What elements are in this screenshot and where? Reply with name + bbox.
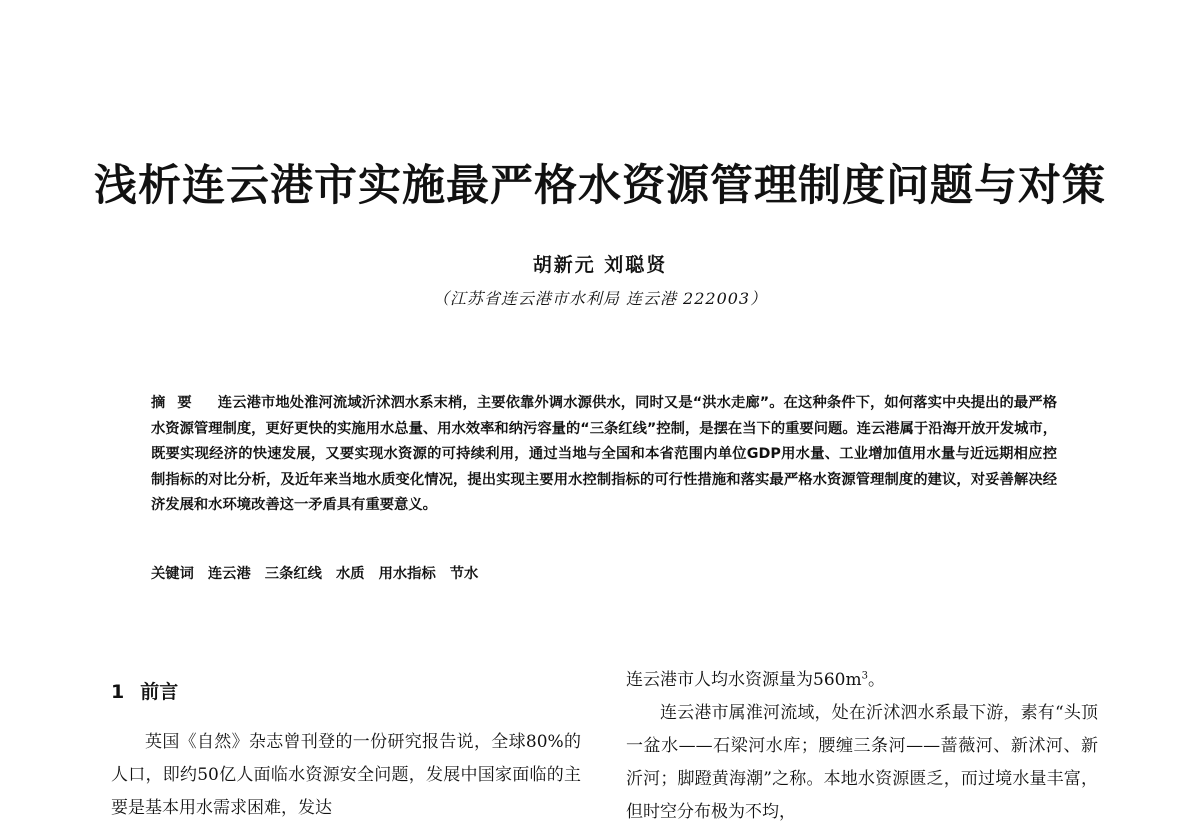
superscript: 3 — [861, 670, 868, 682]
section-title: 前言 — [140, 681, 179, 703]
abstract — [151, 391, 1057, 519]
right-column — [626, 664, 1098, 829]
body-paragraph: 英国《自然》杂志曾刊登的一份研究报告说，全球80%的人口，即约50亿人面临水资源安全问题，发展中国家面临的主要是基本用水需求困难，发达 — [111, 732, 581, 818]
paper-title: 浅析连云港市实施最严格水资源管理制度问题与对策 — [94, 161, 1106, 211]
abstract-label: 摘要 — [151, 395, 204, 411]
section-heading-introduction — [111, 680, 581, 704]
body-text-fragment: 。 — [867, 670, 885, 690]
keyword: 用水指标 — [378, 566, 436, 582]
body-text-fragment: 连云港市人均水资源量为560m — [626, 670, 862, 690]
keywords — [151, 562, 1057, 586]
keywords-label: 关键词 — [151, 566, 194, 582]
body-line — [626, 664, 1098, 697]
author-list: 胡新元 刘聪贤 — [532, 254, 668, 276]
abstract-text: 连云港市地处淮河流域沂沭泗水系末梢，主要依靠外调水源供水，同时又是“洪水走廊”。在这种条件下，如何落实中央提出的最严格水资源管理制度，更好更快的实施用水总量、用水效率和纳污容量的“三条红线”控制，是摆在当下的重要问题。连云港属于沿海开放开发城市，既要实现经济的快速发展，又要实现水资源的可持续利用，通过当地与全国和本省范围内单位GDP用水量、工业增加值用水量与近远期相应控制指标的对比分析，及近年来当地水质变化情况，提出实现主要用水控制指标的可行性措施和落实最严格水资源管理制度的建议，对妥善解决经济发展和水环境改善这一矛盾具有重要意义。 — [151, 395, 1058, 514]
section-number: 1 — [111, 681, 125, 703]
author-affiliation: （江苏省连云港市水利局 连云港 222003） — [432, 289, 768, 308]
keyword: 三条红线 — [264, 566, 322, 582]
keyword: 水质 — [335, 566, 365, 582]
left-column — [111, 680, 581, 825]
body-paragraph: 连云港市属淮河流域，处在沂沭泗水系最下游，素有“头顶一盆水——石梁河水库；腰缠三条河——蔷薇河、新沭河、新沂河；脚蹬黄海潮”之称。本地水资源匮乏，而过境水量丰富，但时空分布极为不均， — [626, 703, 1098, 822]
keyword: 连云港 — [207, 566, 251, 582]
keyword: 节水 — [449, 566, 479, 582]
